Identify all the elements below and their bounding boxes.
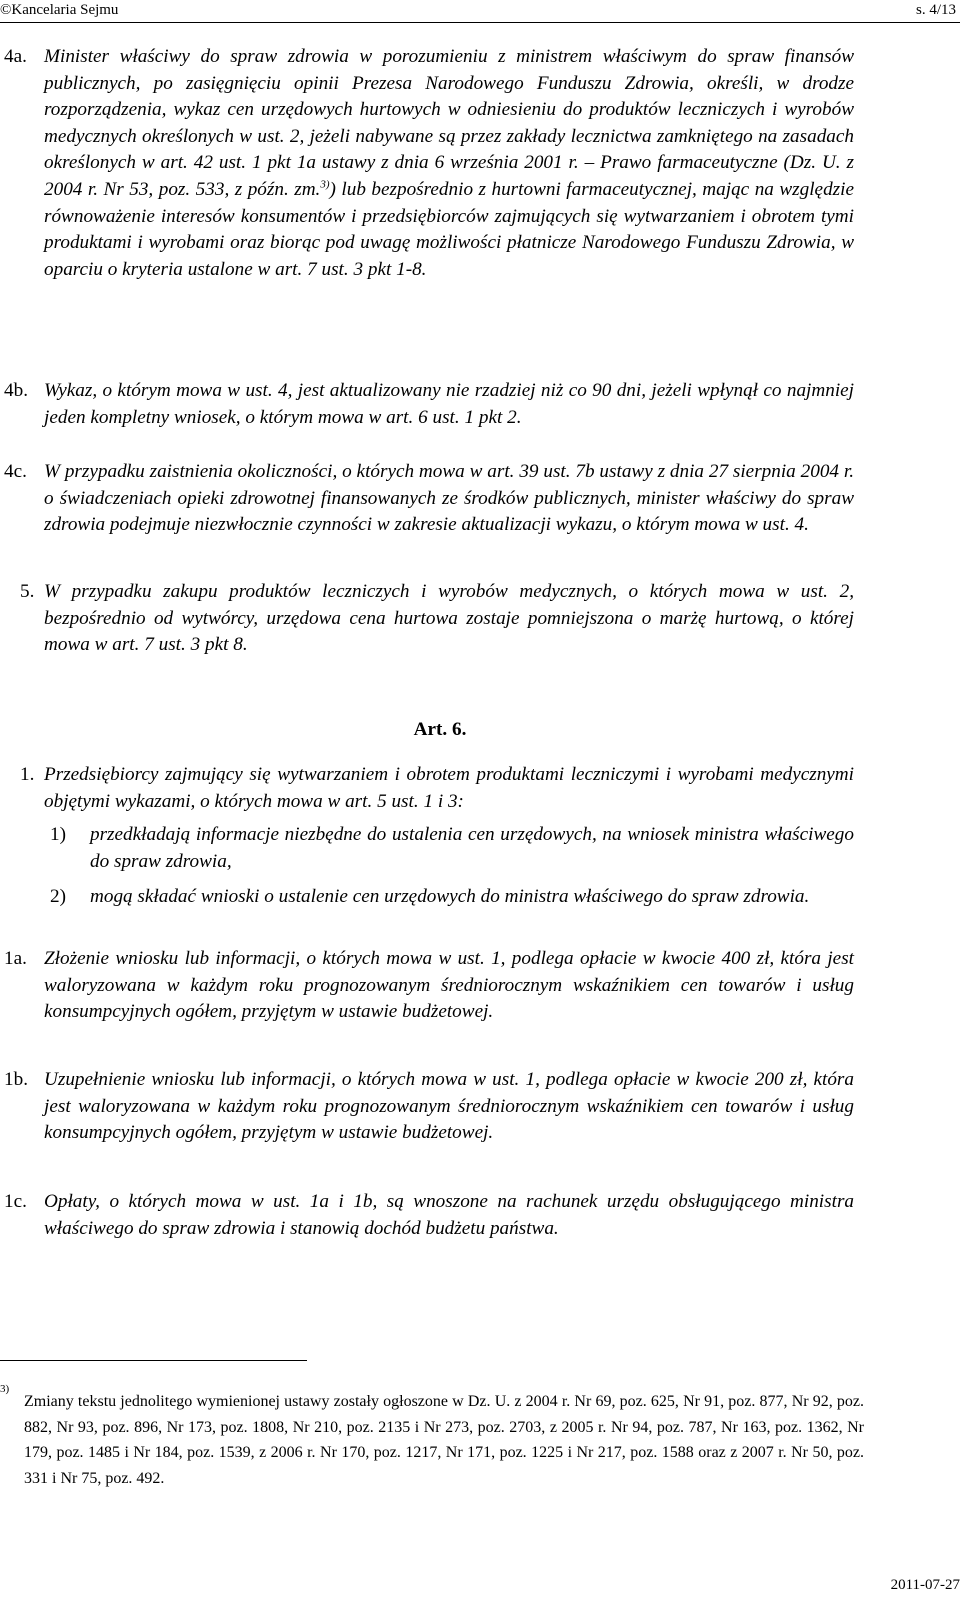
para-number: 1. xyxy=(20,764,35,785)
para-number: 4c. xyxy=(4,461,27,482)
para-number: 4b. xyxy=(4,380,28,401)
paragraph-5: W przypadku zakupu produktów leczniczych i wyrobów medycznych, o których mowa w ust. 2, bezpośrednio od wytwórcy, urzędowa cena hurtowa zostaje pomniejszona o marżę hurtową, o której mowa w art. 7 ust. 3 pkt 8. xyxy=(44,581,854,656)
point-number: 1) xyxy=(50,824,66,845)
paragraph-art6-1b: Uzupełnienie wniosku lub informacji, o których mowa w ust. 1, podlega opłacie w kwocie 200 zł, która jest waloryzowana w każdym roku prognozowanym średniorocznym wskaźnikiem cen towarów i usług konsumpcyjnych ogółem, przyjętym w ustawie budżetowej. xyxy=(44,1069,854,1144)
paragraph-4a xyxy=(44,44,854,283)
para-number: 1c. xyxy=(4,1191,27,1212)
point-art6-1-2: mogą składać wnioski o ustalenie cen urzędowych do ministra właściwego do spraw zdrowia. xyxy=(90,886,810,907)
footnote-text: Zmiany tekstu jednolitego wymienionej ustawy zostały ogłoszone w Dz. U. z 2004 r. Nr 69, poz. 625, Nr 91, poz. 877, Nr 92, poz. 882, Nr 93, poz. 896, Nr 173, poz. 1808, Nr 210, poz. 2135 i Nr 273, poz. 2703, z 2005 r. Nr 94, poz. 787, Nr 163, poz. 1362, Nr 179, poz. 1485 i Nr 184, poz. 1539, z 2006 r. Nr 170, poz. 1217, Nr 171, poz. 1225 i Nr 217, poz. 1588 oraz z 2007 r. Nr 50, poz. 331 i Nr 75, poz. 492. xyxy=(24,1393,864,1487)
para-number: 1a. xyxy=(4,948,27,969)
paragraph-art6-1a: Złożenie wniosku lub informacji, o których mowa w ust. 1, podlega opłacie w kwocie 400 zł, która jest waloryzowana w każdym roku prognozowanym średniorocznym wskaźnikiem cen towarów i usług konsumpcyjnych ogółem, przyjętym w ustawie budżetowej. xyxy=(44,948,854,1023)
header-page-number: s. 4/13 xyxy=(915,2,956,18)
paragraph-text: Minister właściwy do spraw zdrowia w porozumieniu z ministrem właściwym do spraw finansów publicznych, po zasięgnięciu opinii Prezesa Narodowego Funduszu Zdrowia, określi, w drodze rozporządzenia, wykaz cen urzędowych hurtowych w odniesieniu do produktów leczniczych i wyrobów medycznych określonych w ust. 2, jeżeli nabywane są przez zakłady lecznictwa zamkniętego na zasadach określonych w art. 42 ust. 1 pkt 1a ustawy z dnia 6 września 2001 r. – Prawo farmaceutyczne (Dz. U. z 2004 r. Nr 53, poz. 533, z późn. zm. xyxy=(44,46,854,200)
footnote-reference: 3) xyxy=(320,178,330,191)
footer-date: 2011-07-27 xyxy=(890,1577,960,1593)
point-number: 2) xyxy=(50,886,66,907)
paragraph-art6-1c: Opłaty, o których mowa w ust. 1a i 1b, są wnoszone na rachunek urzędu obsługującego ministra właściwego do spraw zdrowia i stanowią dochód budżetu państwa. xyxy=(44,1191,854,1239)
para-number: 5. xyxy=(20,581,35,602)
header-divider xyxy=(0,22,960,23)
paragraph-art6-1: Przedsiębiorcy zajmujący się wytwarzaniem i obrotem produktami leczniczymi i wyrobami medycznymi objętymi wykazami, o których mowa w art. 5 ust. 1 i 3: xyxy=(44,764,854,812)
point-art6-1-1: przedkładają informacje niezbędne do ustalenia cen urzędowych, na wniosek ministra właściwego do spraw zdrowia, xyxy=(90,824,854,872)
para-number: 4a. xyxy=(4,46,27,67)
paragraph-text: ) lub bezpośrednio z hurtowni farmaceutycznej, mając na względzie równoważenie interesów konsumentów i przedsiębiorców zajmujących się wytwarzaniem i obrotem tymi produktami i wyrobami oraz biorąc pod uwagę możliwości płatnicze Narodowego Funduszu Zdrowia, w oparciu o kryteria ustalone w art. 7 ust. 3 pkt 1-8. xyxy=(44,178,854,280)
header-source: ©Kancelaria Sejmu xyxy=(0,2,119,18)
footnote-divider xyxy=(0,1360,307,1361)
para-number: 1b. xyxy=(4,1069,28,1090)
paragraph-4c: W przypadku zaistnienia okoliczności, o których mowa w art. 39 ust. 7b ustawy z dnia 27 sierpnia 2004 r. o świadczeniach opieki zdrowotnej finansowanych ze środków publicznych, minister właściwy do spraw zdrowia podejmuje niezwłocznie czynności w zakresie aktualizacji wykazu, o którym mowa w ust. 4. xyxy=(44,461,854,536)
paragraph-4b: Wykaz, o którym mowa w ust. 4, jest aktualizowany nie rzadziej niż co 90 dni, jeżeli wpłynął co najmniej jeden kompletny wniosek, o którym mowa w art. 6 ust. 1 pkt 2. xyxy=(44,380,854,428)
article-title: Art. 6. xyxy=(413,719,467,740)
